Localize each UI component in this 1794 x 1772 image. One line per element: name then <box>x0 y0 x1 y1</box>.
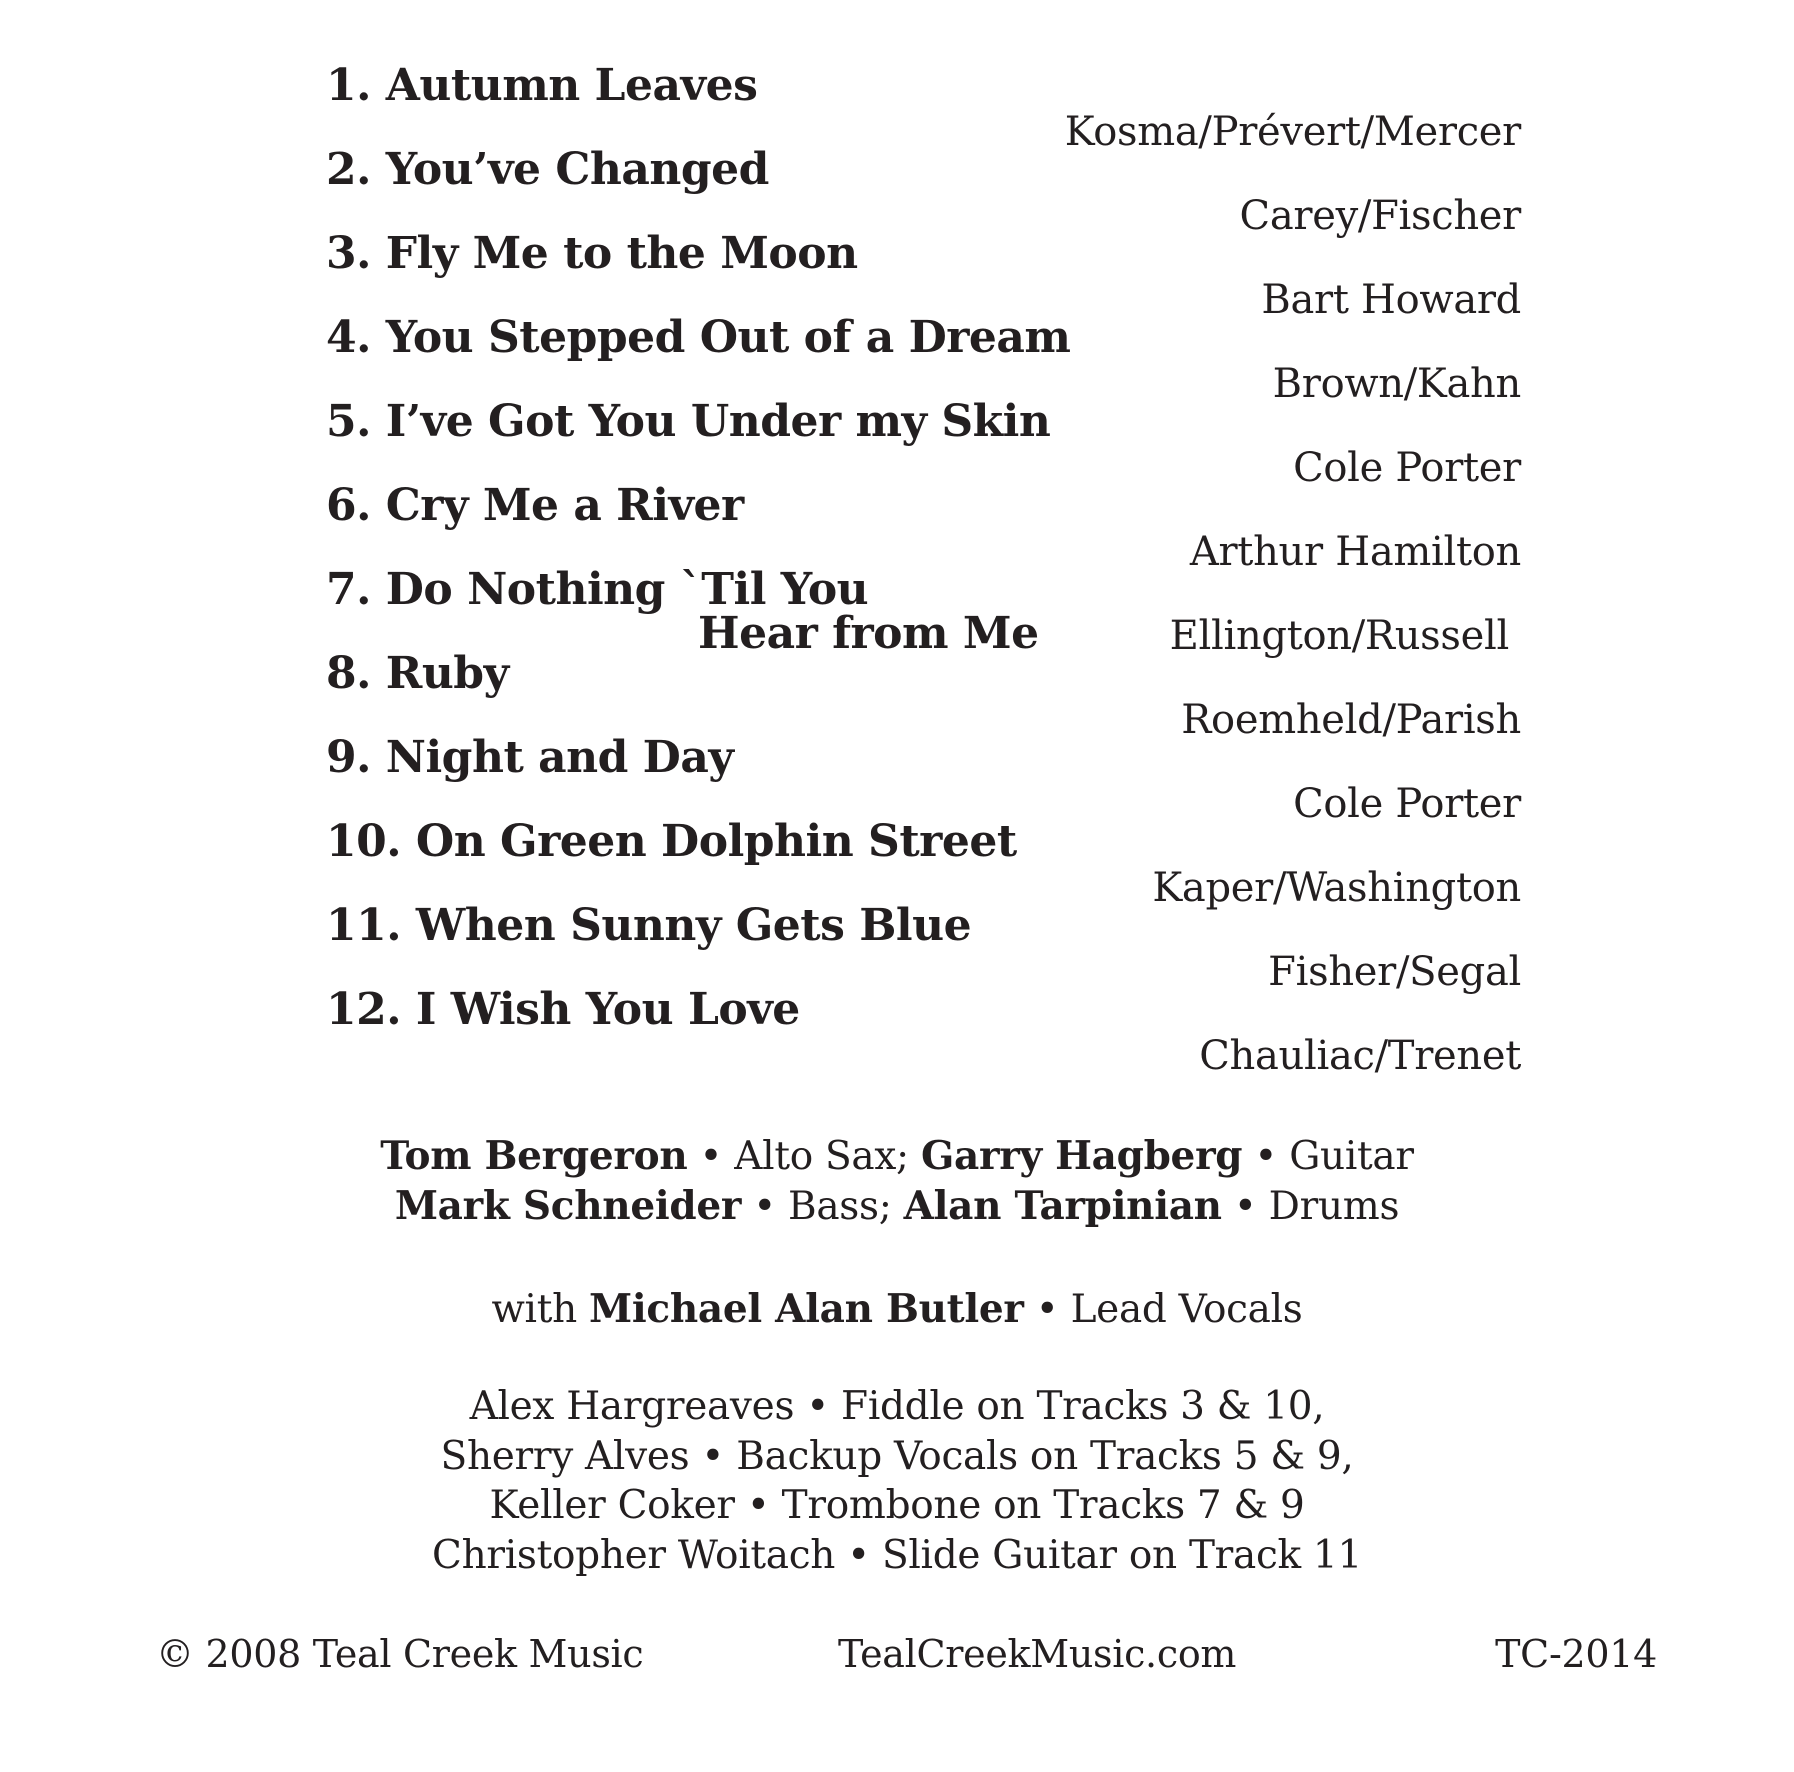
band-credits <box>0 1132 1794 1231</box>
track-title-10: 10. On Green Dolphin Street <box>326 816 1017 867</box>
musician-role: • Alto Sax; <box>687 1134 921 1179</box>
guest-credit-line: Keller Coker • Trombone on Tracks 7 & 9 <box>489 1483 1305 1529</box>
musician-name: Tom Bergeron <box>380 1133 688 1179</box>
track-title-9: 9. Night and Day <box>326 732 734 783</box>
track-title-12: 12. I Wish You Love <box>326 984 800 1035</box>
composer-2: Carey/Fischer <box>1239 193 1521 239</box>
composer-11: Fisher/Segal <box>1268 949 1521 995</box>
band-line-2 <box>0 1182 1794 1232</box>
featured-credit <box>0 1285 1794 1335</box>
composer-1: Kosma/Prévert/Mercer <box>1064 109 1521 155</box>
catalog-number: TC-2014 <box>1495 1632 1657 1676</box>
musician-role: • Guitar <box>1242 1134 1414 1179</box>
featured-prefix: with <box>491 1287 590 1332</box>
guest-credit-line: Alex Hargreaves • Fiddle on Tracks 3 & 10, <box>469 1384 1325 1429</box>
track-title-8: 8. Ruby <box>326 648 509 699</box>
track-title-7-line2: Hear from Me <box>698 608 1039 659</box>
guest-credits <box>0 1382 1794 1580</box>
track-title-2: 2. You’ve Changed <box>326 144 769 195</box>
composer-3: Bart Howard <box>1261 277 1521 323</box>
composer-5: Cole Porter <box>1293 445 1521 491</box>
musician-name: Garry Hagberg <box>920 1133 1243 1179</box>
track-title-1: 1. Autumn Leaves <box>326 60 758 111</box>
featured-line <box>0 1285 1794 1335</box>
composer-9: Cole Porter <box>1293 781 1521 827</box>
composer-7: Ellington/Russell <box>1169 613 1509 659</box>
guest-credit-line: Christopher Woitach • Slide Guitar on Track 11 <box>432 1532 1362 1578</box>
featured-name: Michael Alan Butler <box>589 1286 1024 1332</box>
musician-role: • Drums <box>1221 1183 1400 1229</box>
track-title-5: 5. I’ve Got You Under my Skin <box>326 396 1051 447</box>
composer-6: Arthur Hamilton <box>1189 529 1521 575</box>
featured-role: • Lead Vocals <box>1023 1287 1303 1332</box>
composer-12: Chauliac/Trenet <box>1199 1033 1521 1079</box>
composer-8: Roemheld/Parish <box>1181 697 1521 743</box>
guest-credit-line: Sherry Alves • Backup Vocals on Tracks 5 & 9, <box>440 1433 1354 1479</box>
website-link[interactable]: TealCreekMusic.com <box>838 1632 1237 1676</box>
track-title-7: 7. Do Nothing `Til You <box>326 564 869 615</box>
composer-10: Kaper/Washington <box>1152 865 1521 911</box>
composer-4: Brown/Kahn <box>1272 361 1521 407</box>
musician-role: • Bass; <box>741 1183 904 1229</box>
band-line-1 <box>0 1132 1794 1182</box>
track-title-11: 11. When Sunny Gets Blue <box>326 900 972 951</box>
musician-name: Alan Tarpinian <box>903 1182 1222 1229</box>
musician-name: Mark Schneider <box>394 1182 742 1229</box>
track-title-4: 4. You Stepped Out of a Dream <box>326 312 1071 363</box>
copyright-notice: © 2008 Teal Creek Music <box>156 1632 644 1676</box>
track-title-6: 6. Cry Me a River <box>326 480 744 531</box>
track-title-3: 3. Fly Me to the Moon <box>326 228 858 279</box>
